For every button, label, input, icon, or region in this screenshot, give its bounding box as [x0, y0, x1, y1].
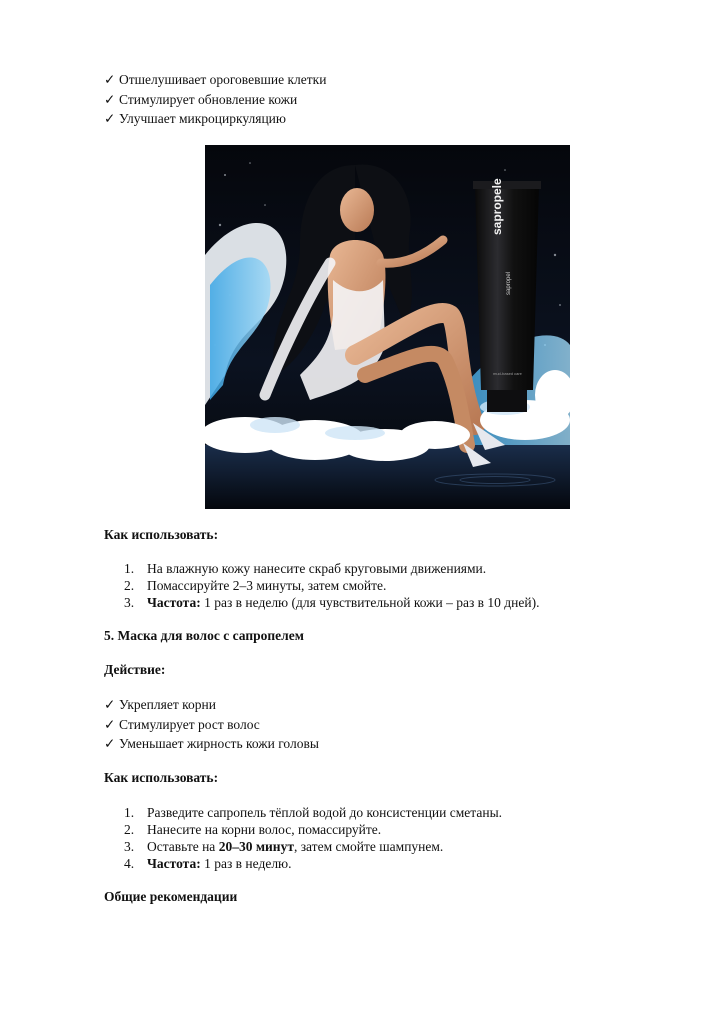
step-text: , затем смойте шампунем. — [293, 839, 444, 854]
list-item — [104, 695, 319, 715]
step-bold-text: Частота: — [147, 595, 201, 610]
step-number: 4. — [124, 856, 135, 871]
scrub-usage-heading: Как использовать: — [104, 527, 219, 542]
checkmark-icon: ✓ — [104, 111, 116, 126]
checkmark-icon: ✓ — [104, 716, 116, 732]
step-text: Нанесите на корни волос, помассируйте. — [147, 822, 382, 837]
checkmark-icon: ✓ — [104, 91, 116, 107]
checkmark-icon: ✓ — [104, 697, 116, 712]
tube-small-text: sapropel — [506, 271, 512, 295]
step-number: 1. — [124, 805, 135, 820]
step-text: Разведите сапропель тёплой водой до консистенции сметаны. — [147, 805, 503, 820]
checkmark-icon: ✓ — [104, 72, 116, 87]
list-item — [104, 715, 319, 735]
step-text: Помассируйте 2–3 минуты, затем смойте. — [147, 578, 387, 593]
step-number: 2. — [124, 578, 135, 593]
benefit-text: Отшелушивает ороговевшие клетки — [119, 72, 327, 87]
action-heading: Действие: — [104, 662, 166, 677]
hair-benefits-list — [104, 695, 319, 754]
step-item — [124, 594, 539, 611]
step-number: 1. — [124, 561, 135, 576]
benefit-text: Уменьшает жирность кожи головы — [119, 736, 319, 751]
step-bold-text: 20–30 минут — [218, 839, 294, 854]
section-5-title: 5. Маска для волос с сапропелем — [104, 628, 304, 643]
step-bold-text: Частота: — [147, 856, 201, 871]
step-item — [124, 804, 502, 821]
step-item — [124, 560, 539, 577]
scrub-usage-steps — [124, 560, 539, 611]
step-item — [124, 855, 502, 872]
illustration-image — [205, 145, 570, 509]
benefit-text: Улучшает микроциркуляцию — [119, 111, 286, 126]
hair-usage-heading: Как использовать: — [104, 770, 219, 785]
tube-fine-print: mud-based care — [493, 371, 522, 376]
step-text: Оставьте на — [147, 839, 219, 854]
general-recommendations-heading: Общие рекомендации — [104, 889, 238, 904]
list-item — [104, 734, 319, 754]
scrub-benefits-list — [104, 70, 326, 129]
step-item — [124, 838, 502, 855]
benefit-text: Стимулирует рост волос — [119, 716, 260, 732]
step-item — [124, 821, 502, 838]
step-number: 2. — [124, 822, 135, 837]
step-number: 3. — [124, 595, 135, 610]
hair-usage-steps — [124, 804, 502, 872]
list-item — [104, 90, 326, 110]
benefit-text: Укрепляет корни — [119, 697, 216, 712]
step-item — [124, 577, 539, 594]
benefit-text: Стимулирует обновление кожи — [119, 91, 298, 107]
face — [340, 188, 374, 232]
step-text: На влажную кожу нанесите скраб круговыми движениями. — [147, 561, 487, 576]
checkmark-icon: ✓ — [104, 736, 116, 751]
list-item — [104, 70, 326, 90]
tube-brand-text: sapropele — [490, 178, 504, 235]
list-item — [104, 109, 326, 129]
step-number: 3. — [124, 839, 135, 854]
step-text: 1 раз в неделю. — [200, 856, 292, 871]
product-tube — [473, 178, 541, 412]
step-text: 1 раз в неделю (для чувствительной кожи – раз в 10 дней). — [200, 595, 540, 610]
